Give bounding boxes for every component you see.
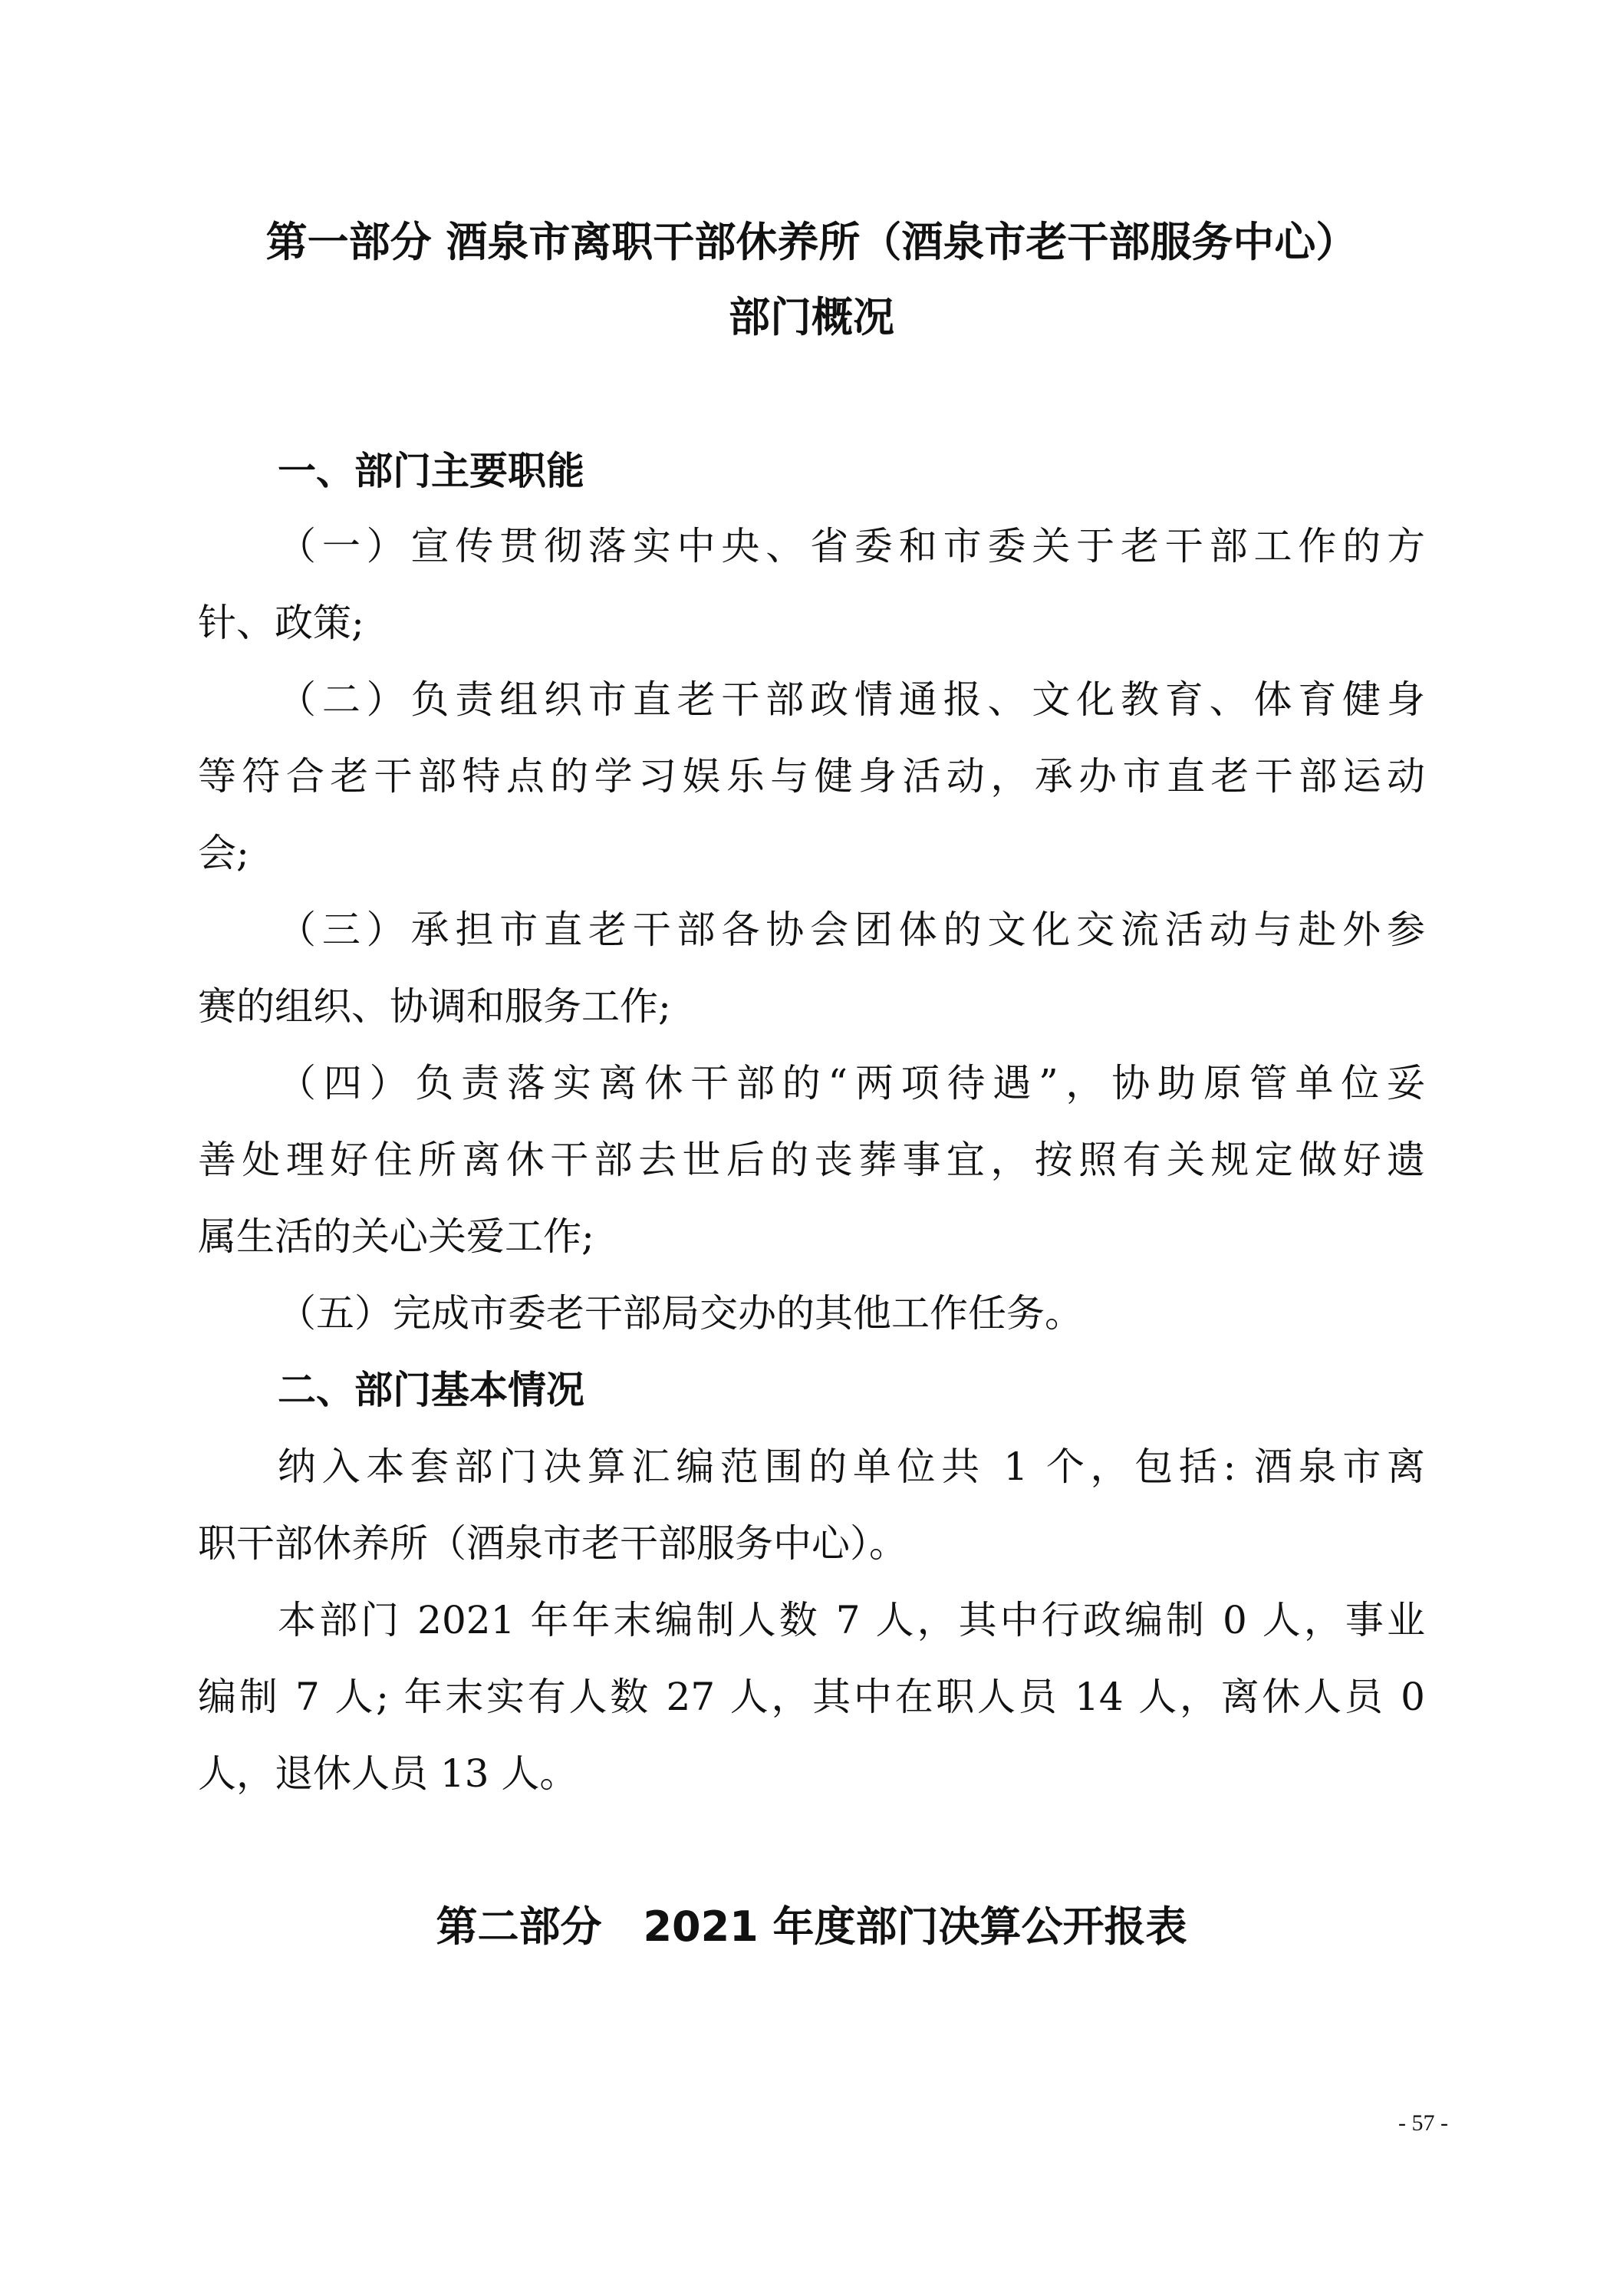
function-3-line2: 赛的组织、协调和服务工作; xyxy=(198,984,671,1029)
part2-title: 第二部分 2021 年度部门决算公开报表 xyxy=(436,1902,1187,1951)
function-2-line1: （二）负责组织市直老干部政情通报、文化教育、体育健身 xyxy=(278,677,1425,722)
basic-para1-line1: 纳入本套部门决算汇编范围的单位共 1 个，包括: 酒泉市离 xyxy=(278,1444,1425,1489)
function-1-line1: （一）宣传贯彻落实中央、省委和市委关于老干部工作的方 xyxy=(278,524,1425,568)
function-4-line3: 属生活的关心关爱工作; xyxy=(198,1214,594,1259)
section2-heading: 二、部门基本情况 xyxy=(278,1367,584,1412)
function-1-line2: 针、政策; xyxy=(198,601,364,645)
function-4-line1: （四）负责落实离休干部的“两项待遇”，协助原管单位妥 xyxy=(278,1061,1425,1105)
function-2-line2: 等符合老干部特点的学习娱乐与健身活动，承办市直老干部运动 xyxy=(198,754,1425,799)
function-4-line2: 善处理好住所离休干部去世后的丧葬事宜，按照有关规定做好遗 xyxy=(198,1138,1425,1182)
page-number: - 57 - xyxy=(1398,2110,1448,2136)
basic-para2-line2: 编制 7 人; 年末实有人数 27 人，其中在职人员 14 人，离休人员 0 xyxy=(198,1675,1425,1719)
part1-title-line1: 第一部分 酒泉市离职干部休养所（酒泉市老干部服务中心） xyxy=(265,218,1358,266)
basic-para2-line1: 本部门 2021 年年末编制人数 7 人，其中行政编制 0 人，事业 xyxy=(278,1598,1425,1642)
function-3-line1: （三）承担市直老干部各协会团体的文化交流活动与赴外参 xyxy=(278,908,1425,952)
part1-title-line2: 部门概况 xyxy=(729,293,894,341)
function-5-line1: （五）完成市委老干部局交办的其他工作任务。 xyxy=(278,1291,1083,1336)
basic-para2-line3: 人，退休人员 13 人。 xyxy=(198,1751,578,1796)
section1-heading: 一、部门主要职能 xyxy=(278,448,584,493)
basic-para1-line2: 职干部休养所（酒泉市老干部服务中心）。 xyxy=(198,1521,907,1566)
function-2-line3: 会; xyxy=(198,831,249,875)
